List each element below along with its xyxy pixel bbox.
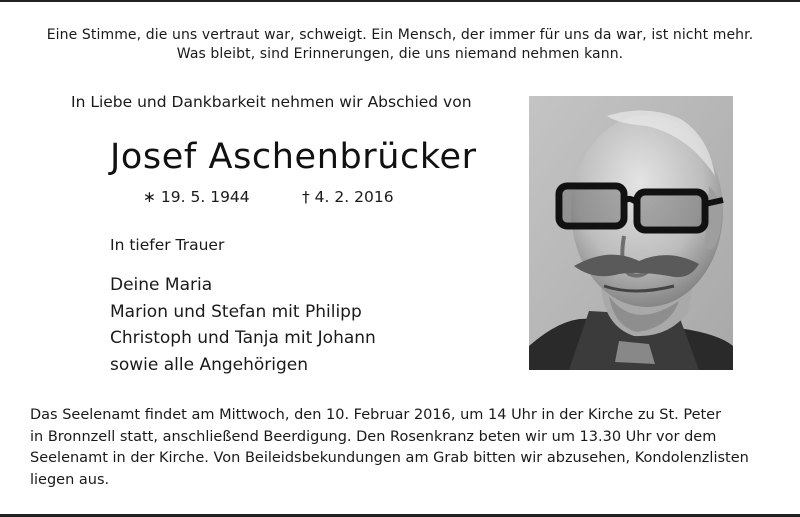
deceased-name: Josef Aschenbrücker <box>110 137 477 177</box>
mourner-line: Deine Maria <box>110 275 213 295</box>
top-border-line <box>0 0 800 2</box>
service-line: Das Seelenamt findet am Mittwoch, den 10. Februar 2016, um 14 Uhr in der Kirche zu St. Peter <box>30 407 722 423</box>
service-line: in Bronnzell statt, anschließend Beerdigung. Den Rosenkranz beten wir um 13.30 Uhr vor dem <box>30 428 717 445</box>
service-line: liegen aus. <box>30 471 110 488</box>
intro-quote-line-2: Was bleibt, sind Erinnerungen, die uns niemand nehmen kann. <box>176 46 624 62</box>
intro-quote-line-1: Eine Stimme, die uns vertraut war, schweigt. Ein Mensch, der immer für uns da war, ist nicht mehr. <box>46 27 754 43</box>
service-line: Seelenamt in der Kirche. Von Beileidsbekundungen am Grab bitten wir abzusehen, Kondolenzlisten <box>30 450 749 466</box>
death-date: † 4. 2. 2016 <box>302 188 394 206</box>
mourner-line: Christoph und Tanja mit Johann <box>110 328 376 348</box>
mourner-line: sowie alle Angehörigen <box>110 354 309 375</box>
mourners-list <box>110 272 376 378</box>
mourning-label: In tiefer Trauer <box>110 236 225 254</box>
birth-date: ∗ 19. 5. 1944 <box>143 188 250 206</box>
service-information <box>30 405 780 491</box>
portrait-illustration <box>529 96 733 370</box>
farewell-line: In Liebe und Dankbarkeit nehmen wir Abschied von <box>71 93 472 111</box>
portrait-photo <box>529 96 733 370</box>
mourner-line: Marion und Stefan mit Philipp <box>110 301 362 322</box>
intro-quote <box>0 26 800 64</box>
